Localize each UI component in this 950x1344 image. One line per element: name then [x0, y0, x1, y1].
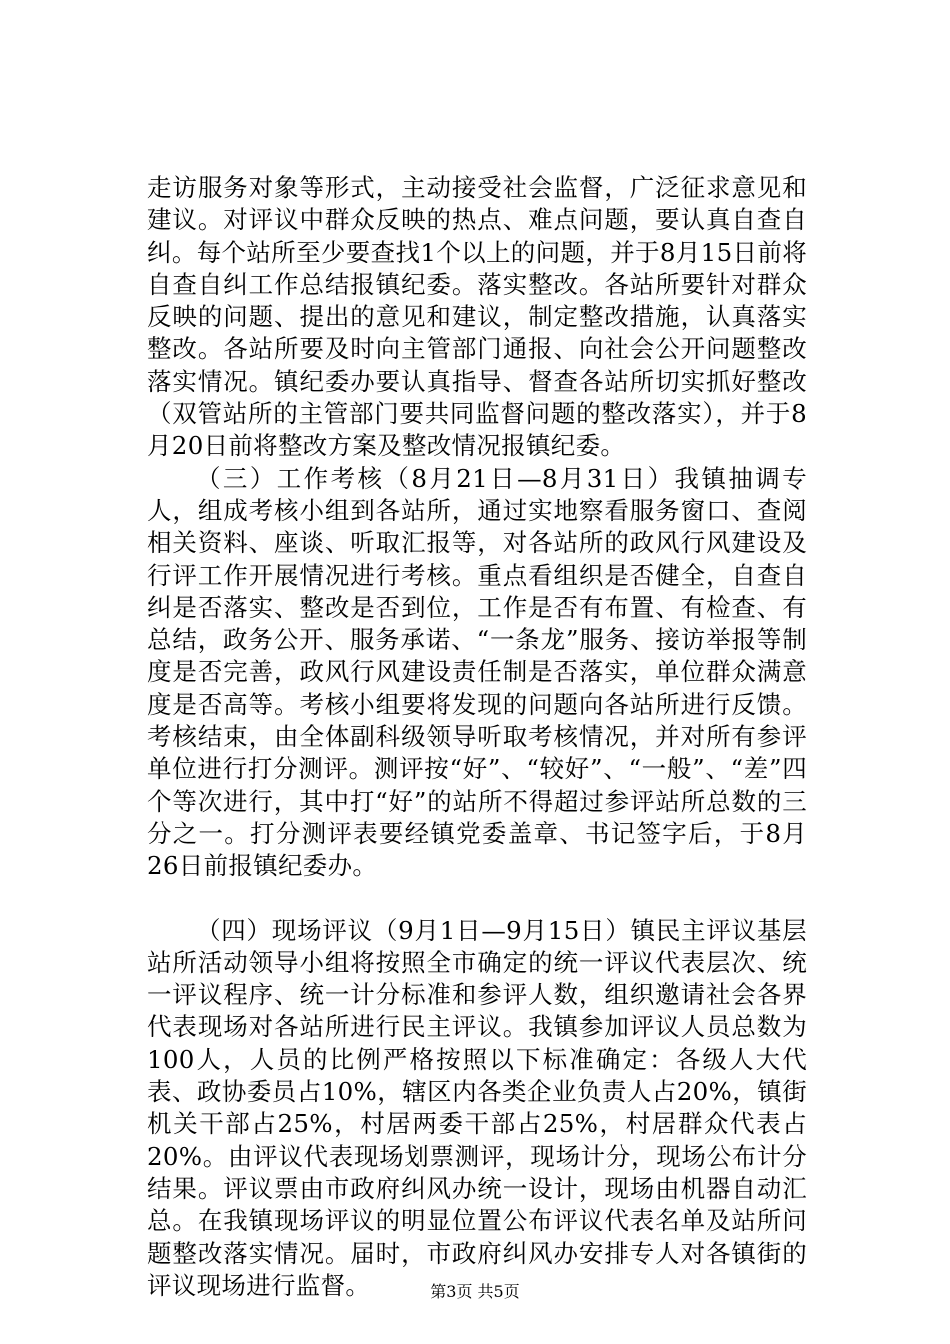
paragraph-spacer	[147, 883, 807, 915]
document-body	[147, 172, 807, 1302]
paragraph-onsite-review: （四）现场评议（9月1日—9月15日）镇民主评议基层站所活动领导小组将按照全市确定的统一评议代表层次、统一评议程序、统一计分标准和参评人数，组织邀请社会各界代表现场对各站所进行民主评议。我镇参加评议人员总数为100人，人员的比例严格按照以下标准确定：各级人大代表、政协委员占10%，辖区内各类企业负责人占20%，镇街机关干部占25%，村居两委干部占25%，村居群众代表占20%。由评议代表现场划票测评，现场计分，现场公布计分结果。评议票由市政府纠风办统一设计，现场由机器自动汇总。在我镇现场评议的明显位置公布评议代表名单及站所问题整改落实情况。届时，市政府纠风办安排专人对各镇街的评议现场进行监督。	[147, 915, 807, 1300]
paragraph-work-assessment: （三）工作考核（8月21日—8月31日）我镇抽调专人，组成考核小组到各站所，通过实地察看服务窗口、查阅相关资料、座谈、听取汇报等，对各站所的政风行风建设及行评工作开展情况进行考核。重点看组织是否健全，自查自纠是否落实、整改是否到位，工作是否有布置、有检查、有总结，政务公开、服务承诺、“一条龙”服务、接访举报等制度是否完善，政风行风建设责任制是否落实，单位群众满意度是否高等。考核小组要将发现的问题向各站所进行反馈。考核结束，由全体副科级领导听取考核情况，并对所有参评单位进行打分测评。测评按“好”、“较好”、“一般”、“差”四个等次进行，其中打“好”的站所不得超过参评站所总数的三分之一。打分测评表要经镇党委盖章、书记签字后，于8月26日前报镇纪委办。	[147, 463, 807, 881]
paragraph-continued: 走访服务对象等形式，主动接受社会监督，广泛征求意见和建议。对评议中群众反映的热点、难点问题，要认真自查自纠。每个站所至少要查找1个以上的问题，并于8月15日前将自查自纠工作总结报镇纪委。落实整改。各站所要针对群众反映的问题、提出的意见和建议，制定整改措施，认真落实整改。各站所要及时向主管部门通报、向社会公开问题整改落实情况。镇纪委办要认真指导、督查各站所切实抓好整改（双管站所的主管部门要共同监督问题的整改落实），并于8月20日前将整改方案及整改情况报镇纪委。	[147, 173, 807, 461]
page-number-footer: 第3页 共5页	[430, 1282, 520, 1301]
